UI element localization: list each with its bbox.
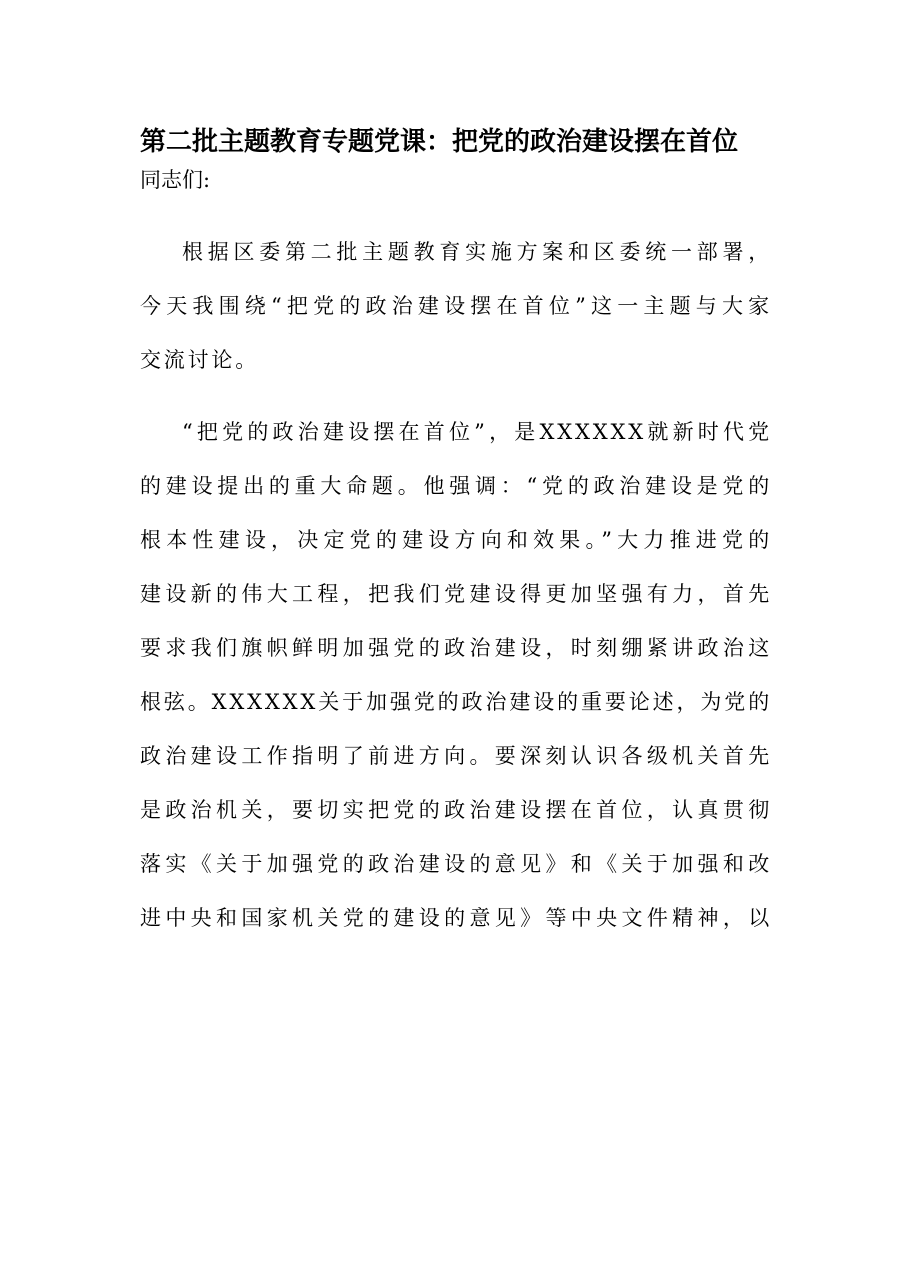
paragraph-2 bbox=[140, 405, 772, 945]
document-body bbox=[140, 153, 772, 963]
paragraph-line: 根本性建设，决定党的建设方向和效果。”大力推进党的 bbox=[140, 528, 772, 552]
paragraph-line: 根弦。XXXXXX关于加强党的政治建设的重要论述，为党的 bbox=[140, 690, 772, 714]
paragraph-line: 建设新的伟大工程，把我们党建设得更加坚强有力，首先 bbox=[140, 582, 772, 606]
paragraph-line: 是政治机关，要切实把党的政治建设摆在首位，认真贯彻 bbox=[140, 798, 772, 822]
paragraph-line: 根据区委第二批主题教育实施方案和区委统一部署， bbox=[182, 240, 772, 264]
paragraph-line: 今天我围绕“把党的政治建设摆在首位”这一主题与大家 bbox=[140, 294, 772, 318]
salutation: 同志们: bbox=[140, 168, 211, 192]
paragraph-line: 的建设提出的重大命题。他强调：“党的政治建设是党的 bbox=[140, 474, 772, 498]
paragraph-line: 交流讨论。 bbox=[140, 348, 259, 372]
paragraph-line: 进中央和国家机关党的建设的意见》等中央文件精神，以 bbox=[140, 906, 772, 930]
paragraph-line: 落实《关于加强党的政治建设的意见》和《关于加强和改 bbox=[140, 852, 772, 876]
paragraph-line: 政治建设工作指明了前进方向。要深刻认识各级机关首先 bbox=[140, 744, 772, 768]
paragraph-line: “把党的政治建设摆在首位”，是XXXXXX就新时代党 bbox=[182, 420, 772, 444]
paragraph-1 bbox=[140, 225, 772, 387]
paragraph-line: 要求我们旗帜鲜明加强党的政治建设，时刻绷紧讲政治这 bbox=[140, 636, 772, 660]
document-title: 第二批主题教育专题党课：把党的政治建设摆在首位 bbox=[140, 127, 739, 157]
